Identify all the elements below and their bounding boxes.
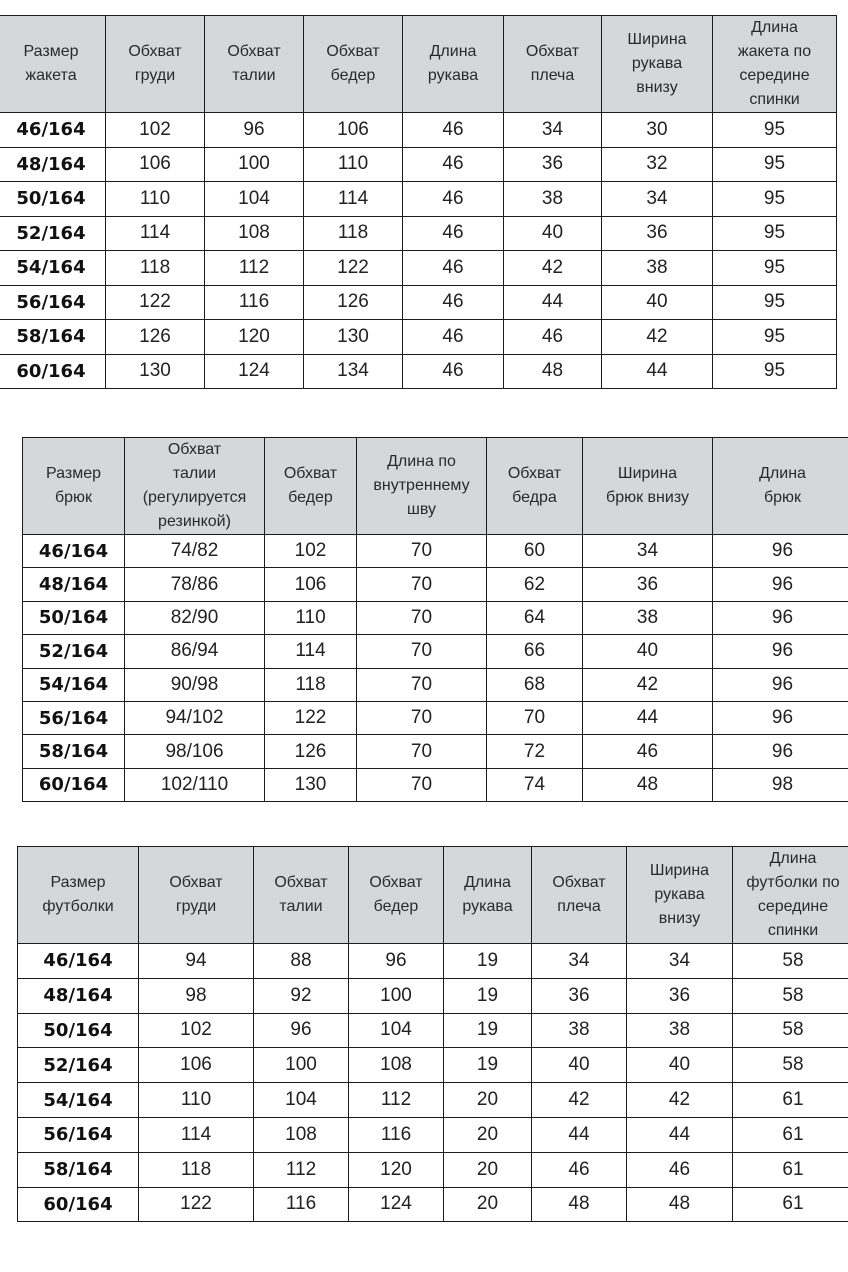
measurement-cell: 112 (349, 1083, 444, 1118)
measurement-cell: 82/90 (125, 601, 265, 634)
measurement-cell: 114 (106, 216, 205, 251)
header-cell (304, 16, 403, 113)
measurement-cell: 36 (583, 568, 713, 601)
header-label: Обхват груди (169, 874, 223, 915)
measurement-cell: 46 (403, 354, 504, 389)
measurement-cell: 95 (713, 285, 837, 320)
measurement-cell: 58 (733, 944, 848, 979)
header-label: Длина жакета по середине спинки (737, 19, 812, 108)
measurement-cell: 102/110 (125, 768, 265, 801)
measurement-cell: 46 (583, 735, 713, 768)
measurement-cell: 61 (733, 1083, 848, 1118)
header-cell (106, 16, 205, 113)
measurement-cell: 19 (444, 978, 532, 1013)
measurement-cell: 46 (403, 113, 504, 148)
measurement-cell: 100 (349, 978, 444, 1013)
measurement-cell: 102 (265, 535, 357, 568)
size-cell: 58/164 (23, 735, 125, 768)
measurement-cell: 96 (713, 535, 848, 568)
size-cell: 54/164 (23, 668, 125, 701)
table-row (0, 354, 837, 389)
measurement-cell: 42 (504, 251, 602, 286)
measurement-cell: 46 (403, 147, 504, 182)
header-label: Размер футболки (42, 874, 114, 915)
measurement-cell: 48 (504, 354, 602, 389)
pants-table-body (23, 535, 848, 802)
header-cell (602, 16, 713, 113)
table-row (23, 735, 848, 768)
measurement-cell: 72 (487, 735, 583, 768)
table-header-row (18, 847, 848, 944)
size-cell: 60/164 (23, 768, 125, 801)
measurement-cell: 32 (602, 147, 713, 182)
header-label: Длина по внутреннему шву (373, 453, 470, 518)
header-cell (733, 847, 848, 944)
measurement-cell: 48 (627, 1187, 733, 1222)
measurement-cell: 46 (627, 1152, 733, 1187)
measurement-cell: 96 (713, 735, 848, 768)
measurement-cell: 42 (627, 1083, 733, 1118)
measurement-cell: 70 (357, 735, 487, 768)
measurement-cell: 61 (733, 1187, 848, 1222)
measurement-cell: 70 (357, 568, 487, 601)
measurement-cell: 100 (254, 1048, 349, 1083)
measurement-cell: 104 (254, 1083, 349, 1118)
header-label: Ширина брюк внизу (606, 465, 689, 506)
measurement-cell: 44 (627, 1117, 733, 1152)
measurement-cell: 100 (205, 147, 304, 182)
table-row (0, 147, 837, 182)
measurement-cell: 96 (713, 635, 848, 668)
size-cell: 56/164 (18, 1117, 139, 1152)
measurement-cell: 42 (602, 320, 713, 355)
measurement-cell: 126 (265, 735, 357, 768)
measurement-cell: 46 (504, 320, 602, 355)
measurement-cell: 34 (504, 113, 602, 148)
header-label: Длина рукава (427, 43, 479, 84)
measurement-cell: 66 (487, 635, 583, 668)
measurement-cell: 114 (139, 1117, 254, 1152)
table-row (18, 978, 848, 1013)
size-cell: 60/164 (0, 354, 106, 389)
header-label: Длина брюк (759, 465, 806, 506)
table-row (18, 1152, 848, 1187)
measurement-cell: 112 (205, 251, 304, 286)
measurement-cell: 36 (504, 147, 602, 182)
header-label: Обхват груди (128, 43, 182, 84)
header-label: Ширина рукава внизу (627, 31, 687, 96)
measurement-cell: 104 (349, 1013, 444, 1048)
measurement-cell: 42 (532, 1083, 627, 1118)
measurement-cell: 44 (583, 701, 713, 734)
measurement-cell: 112 (254, 1152, 349, 1187)
measurement-cell: 118 (265, 668, 357, 701)
measurement-cell: 134 (304, 354, 403, 389)
table-row (23, 568, 848, 601)
header-cell (357, 438, 487, 535)
measurement-cell: 46 (403, 182, 504, 217)
header-cell (713, 438, 848, 535)
measurement-cell: 110 (304, 147, 403, 182)
measurement-cell: 34 (532, 944, 627, 979)
table-row (18, 1187, 848, 1222)
table-row (18, 944, 848, 979)
measurement-cell: 102 (139, 1013, 254, 1048)
table-row (0, 113, 837, 148)
jacket-table-body (0, 113, 837, 389)
measurement-cell: 110 (265, 601, 357, 634)
measurement-cell: 95 (713, 320, 837, 355)
measurement-cell: 108 (254, 1117, 349, 1152)
measurement-cell: 96 (713, 601, 848, 634)
measurement-cell: 38 (504, 182, 602, 217)
measurement-cell: 106 (106, 147, 205, 182)
measurement-cell: 92 (254, 978, 349, 1013)
measurement-cell: 46 (403, 320, 504, 355)
table-header-row (23, 438, 848, 535)
header-label: Обхват бедер (283, 465, 338, 506)
measurement-cell: 98 (139, 978, 254, 1013)
measurement-cell: 44 (504, 285, 602, 320)
header-cell (444, 847, 532, 944)
header-cell (583, 438, 713, 535)
measurement-cell: 74/82 (125, 535, 265, 568)
header-cell (0, 16, 106, 113)
size-cell: 48/164 (18, 978, 139, 1013)
measurement-cell: 90/98 (125, 668, 265, 701)
measurement-cell: 61 (733, 1117, 848, 1152)
measurement-cell: 95 (713, 147, 837, 182)
measurement-cell: 38 (627, 1013, 733, 1048)
size-cell: 56/164 (0, 285, 106, 320)
measurement-cell: 34 (627, 944, 733, 979)
measurement-cell: 130 (106, 354, 205, 389)
size-cell: 58/164 (18, 1152, 139, 1187)
measurement-cell: 86/94 (125, 635, 265, 668)
measurement-cell: 40 (602, 285, 713, 320)
measurement-cell: 118 (304, 216, 403, 251)
header-label: Длина футболки по середине спинки (746, 850, 840, 939)
measurement-cell: 70 (357, 668, 487, 701)
measurement-cell: 106 (265, 568, 357, 601)
measurement-cell: 48 (532, 1187, 627, 1222)
measurement-cell: 96 (254, 1013, 349, 1048)
table-row (0, 216, 837, 251)
header-cell (713, 16, 837, 113)
size-cell: 46/164 (18, 944, 139, 979)
measurement-cell: 20 (444, 1152, 532, 1187)
measurement-cell: 114 (265, 635, 357, 668)
measurement-cell: 122 (106, 285, 205, 320)
measurement-cell: 88 (254, 944, 349, 979)
measurement-cell: 40 (504, 216, 602, 251)
header-label: Обхват талии (регулируется резинкой) (142, 441, 247, 530)
measurement-cell: 122 (139, 1187, 254, 1222)
measurement-cell: 70 (487, 701, 583, 734)
size-cell: 46/164 (0, 113, 106, 148)
header-label: Обхват бедра (507, 465, 562, 506)
header-label: Обхват бедер (369, 874, 423, 915)
header-cell (254, 847, 349, 944)
size-cell: 48/164 (0, 147, 106, 182)
size-cell: 48/164 (23, 568, 125, 601)
header-label: Ширина рукава внизу (649, 862, 710, 927)
measurement-cell: 30 (602, 113, 713, 148)
tshirt-size-table (17, 846, 848, 1222)
table-row (18, 1048, 848, 1083)
size-cell: 52/164 (18, 1048, 139, 1083)
header-cell (265, 438, 357, 535)
header-label: Размер жакета (23, 43, 79, 84)
measurement-cell: 40 (532, 1048, 627, 1083)
measurement-cell: 40 (627, 1048, 733, 1083)
measurement-cell: 58 (733, 1048, 848, 1083)
header-cell (349, 847, 444, 944)
header-label: Обхват талии (274, 874, 328, 915)
measurement-cell: 120 (349, 1152, 444, 1187)
measurement-cell: 58 (733, 1013, 848, 1048)
measurement-cell: 36 (602, 216, 713, 251)
measurement-cell: 70 (357, 601, 487, 634)
measurement-cell: 122 (265, 701, 357, 734)
size-cell: 50/164 (0, 182, 106, 217)
measurement-cell: 70 (357, 768, 487, 801)
measurement-cell: 96 (205, 113, 304, 148)
measurement-cell: 38 (583, 601, 713, 634)
measurement-cell: 98/106 (125, 735, 265, 768)
table-row (23, 601, 848, 634)
header-cell (403, 16, 504, 113)
measurement-cell: 130 (304, 320, 403, 355)
size-cell: 52/164 (23, 635, 125, 668)
measurement-cell: 130 (265, 768, 357, 801)
measurement-cell: 116 (205, 285, 304, 320)
table-row (23, 635, 848, 668)
measurement-cell: 64 (487, 601, 583, 634)
measurement-cell: 68 (487, 668, 583, 701)
measurement-cell: 58 (733, 978, 848, 1013)
measurement-cell: 94 (139, 944, 254, 979)
measurement-cell: 36 (532, 978, 627, 1013)
measurement-cell: 96 (713, 568, 848, 601)
measurement-cell: 19 (444, 1013, 532, 1048)
measurement-cell: 70 (357, 535, 487, 568)
measurement-cell: 44 (532, 1117, 627, 1152)
measurement-cell: 124 (205, 354, 304, 389)
header-cell (487, 438, 583, 535)
measurement-cell: 38 (602, 251, 713, 286)
header-label: Обхват плеча (552, 874, 606, 915)
measurement-cell: 20 (444, 1117, 532, 1152)
measurement-cell: 34 (602, 182, 713, 217)
measurement-cell: 46 (403, 216, 504, 251)
size-cell: 58/164 (0, 320, 106, 355)
measurement-cell: 70 (357, 701, 487, 734)
table-row (23, 701, 848, 734)
measurement-cell: 120 (205, 320, 304, 355)
measurement-cell: 36 (627, 978, 733, 1013)
measurement-cell: 102 (106, 113, 205, 148)
measurement-cell: 118 (106, 251, 205, 286)
header-cell (125, 438, 265, 535)
measurement-cell: 122 (304, 251, 403, 286)
measurement-cell: 110 (106, 182, 205, 217)
header-cell (627, 847, 733, 944)
header-cell (139, 847, 254, 944)
measurement-cell: 19 (444, 944, 532, 979)
measurement-cell: 62 (487, 568, 583, 601)
measurement-cell: 116 (349, 1117, 444, 1152)
size-cell: 60/164 (18, 1187, 139, 1222)
header-cell (532, 847, 627, 944)
measurement-cell: 94/102 (125, 701, 265, 734)
measurement-cell: 110 (139, 1083, 254, 1118)
measurement-cell: 34 (583, 535, 713, 568)
table-row (18, 1083, 848, 1118)
header-cell (18, 847, 139, 944)
measurement-cell: 95 (713, 113, 837, 148)
measurement-cell: 38 (532, 1013, 627, 1048)
measurement-cell: 46 (403, 285, 504, 320)
measurement-cell: 126 (304, 285, 403, 320)
jacket-size-table (0, 15, 837, 389)
size-cell: 54/164 (0, 251, 106, 286)
size-cell: 46/164 (23, 535, 125, 568)
measurement-cell: 95 (713, 216, 837, 251)
measurement-cell: 46 (403, 251, 504, 286)
table-row (0, 320, 837, 355)
header-label: Обхват талии (227, 43, 281, 84)
measurement-cell: 108 (205, 216, 304, 251)
header-cell (205, 16, 304, 113)
size-cell: 50/164 (18, 1013, 139, 1048)
measurement-cell: 78/86 (125, 568, 265, 601)
measurement-cell: 20 (444, 1083, 532, 1118)
measurement-cell: 124 (349, 1187, 444, 1222)
measurement-cell: 60 (487, 535, 583, 568)
measurement-cell: 104 (205, 182, 304, 217)
measurement-cell: 98 (713, 768, 848, 801)
measurement-cell: 40 (583, 635, 713, 668)
table-header-row (0, 16, 837, 113)
measurement-cell: 106 (139, 1048, 254, 1083)
header-label: Обхват плеча (525, 43, 580, 84)
measurement-cell: 108 (349, 1048, 444, 1083)
table-row (23, 768, 848, 801)
measurement-cell: 118 (139, 1152, 254, 1187)
measurement-cell: 74 (487, 768, 583, 801)
size-cell: 50/164 (23, 601, 125, 634)
measurement-cell: 126 (106, 320, 205, 355)
table-row (0, 182, 837, 217)
measurement-cell: 96 (713, 668, 848, 701)
table-row (23, 668, 848, 701)
measurement-cell: 96 (713, 701, 848, 734)
measurement-cell: 46 (532, 1152, 627, 1187)
measurement-cell: 116 (254, 1187, 349, 1222)
measurement-cell: 42 (583, 668, 713, 701)
measurement-cell: 19 (444, 1048, 532, 1083)
measurement-cell: 106 (304, 113, 403, 148)
table-row (0, 285, 837, 320)
size-cell: 54/164 (18, 1083, 139, 1118)
header-cell (23, 438, 125, 535)
measurement-cell: 95 (713, 182, 837, 217)
measurement-cell: 44 (602, 354, 713, 389)
measurement-cell: 20 (444, 1187, 532, 1222)
pants-size-table (22, 437, 848, 802)
header-label: Размер брюк (46, 465, 101, 506)
header-label: Обхват бедер (326, 43, 380, 84)
table-row (18, 1013, 848, 1048)
size-cell: 56/164 (23, 701, 125, 734)
measurement-cell: 114 (304, 182, 403, 217)
measurement-cell: 95 (713, 354, 837, 389)
measurement-cell: 48 (583, 768, 713, 801)
table-row (18, 1117, 848, 1152)
tshirt-table-body (18, 944, 848, 1222)
measurement-cell: 96 (349, 944, 444, 979)
header-cell (504, 16, 602, 113)
measurement-cell: 70 (357, 635, 487, 668)
measurement-cell: 95 (713, 251, 837, 286)
measurement-cell: 61 (733, 1152, 848, 1187)
table-row (0, 251, 837, 286)
size-cell: 52/164 (0, 216, 106, 251)
table-row (23, 535, 848, 568)
header-label: Длина рукава (462, 874, 513, 915)
